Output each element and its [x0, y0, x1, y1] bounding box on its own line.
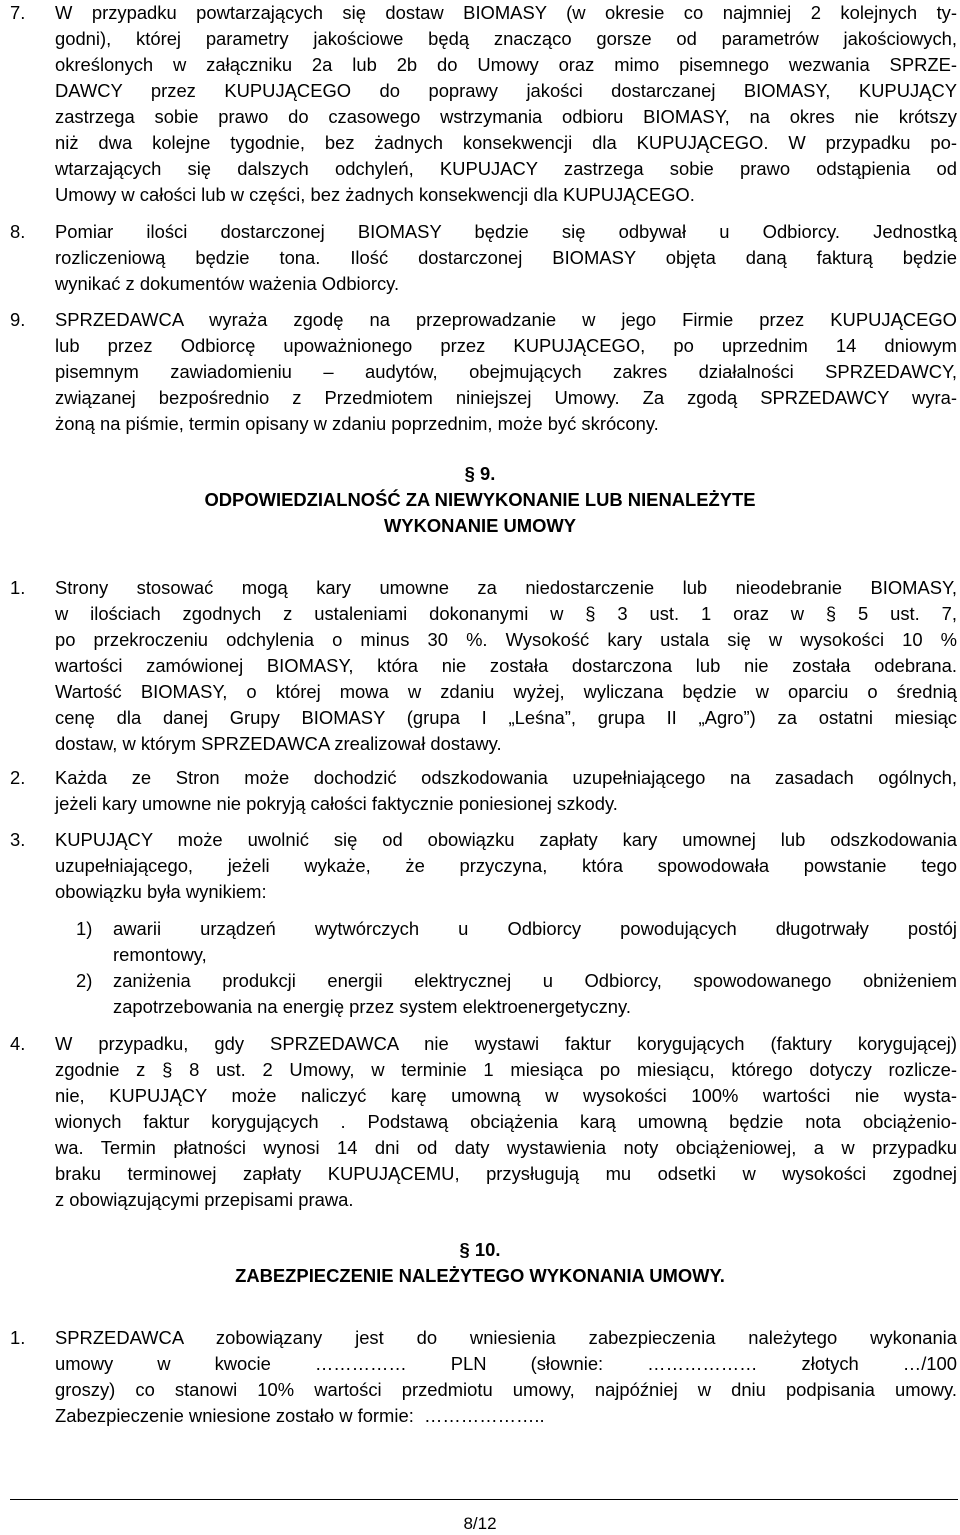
section-9-point-4-line: wa. Termin płatności wynosi 14 dni od daty wystawienia noty obciążeniowej, a w przypadku: [55, 1137, 957, 1158]
item-7-number: 7.: [10, 2, 26, 23]
item-9-line: SPRZEDAWCA wyraża zgodę na przeprowadzanie w jego Firmie przez KUPUJĄCEGO: [55, 309, 957, 330]
item-9-line: żoną na piśmie, termin opisany w zdaniu poprzednim, może być skrócony.: [55, 413, 659, 434]
section-9-point-3-line: KUPUJĄCY może uwolnić się od obowiązku zapłaty kary umownej lub odszkodowania: [55, 829, 957, 850]
subpoint-2-line: zaniżenia produkcji energii elektrycznej u Odbiorcy, spowodowanego obniżeniem: [113, 970, 957, 991]
section-9-point-1-line: po przekroczeniu odchylenia o minus 30 %. Wysokość kary ustala się w wysokości 10 %: [55, 629, 957, 650]
item-7-line: zastrzega sobie prawo do czasowego wstrzymania odbioru BIOMASY, na okres nie krótszy: [55, 106, 957, 127]
subpoint-2-number: 2): [76, 970, 93, 991]
section-9-point-1-line: dostaw, w którym SPRZEDAWCA zrealizował dostawy.: [55, 733, 502, 754]
item-9-line: lub przez Odbiorcę upoważnionego przez KUPUJĄCEGO, po uprzednim 14 dniowym: [55, 335, 957, 356]
subpoint-1-number: 1): [76, 918, 93, 939]
subpoint-1-line: remontowy,: [113, 944, 207, 965]
item-7-line: określonych w załączniku 2a lub 2b do Umowy oraz mimo pisemnego wezwania SPRZE-: [55, 54, 957, 75]
section-9-point-4-line: nie, KUPUJĄCY może naliczyć karę umowną w wysokości 100% wartości nie wysta-: [55, 1085, 957, 1106]
section-10-point-1-line: Zabezpieczenie wniesione zostało w formie: ………………..: [55, 1405, 545, 1426]
section-9-point-1-line: cenę dla danej Grupy BIOMASY (grupa I „Leśna”, grupa II „Agro”) za ostatni miesiąc: [55, 707, 957, 728]
section-10-number: § 10.: [459, 1239, 501, 1260]
footer-divider: [10, 1499, 958, 1500]
section-10-point-1-line: SPRZEDAWCA zobowiązany jest do wniesienia zabezpieczenia należytego wykonania: [55, 1327, 957, 1348]
subpoint-2-line: zapotrzebowania na energię przez system elektroenergetyczny.: [113, 996, 631, 1017]
section-9-number: § 9.: [464, 463, 496, 484]
section-9-title: WYKONANIE UMOWY: [383, 515, 577, 536]
subpoint-1-line: awarii urządzeń wytwórczych u Odbiorcy powodujących długotrwały postój: [113, 918, 957, 939]
section-9-title: ODPOWIEDZIALNOŚĆ ZA NIEWYKONANIE LUB NIENALEŻYTE: [204, 489, 756, 510]
item-9-line: pisemnym zawiadomieniu – audytów, obejmujących zakres działalności SPRZEDAWCY,: [55, 361, 957, 382]
section-10-point-1-line: umowy w kwocie …………… PLN (słownie: ……………… złotych …/100: [55, 1353, 957, 1374]
section-9-point-3-line: obowiązku była wynikiem:: [55, 881, 267, 902]
section-9-point-4-line: zgodnie z § 8 ust. 2 Umowy, w terminie 1 miesiąca po miesiącu, którego dotyczy rozlicze-: [55, 1059, 957, 1080]
item-9-number: 9.: [10, 309, 26, 330]
section-9-point-4-line: z obowiązującymi przepisami prawa.: [55, 1189, 354, 1210]
item-9-line: związanej bezpośrednio z Przedmiotem niniejszej Umowy. Za zgodą SPRZEDAWCY wyra-: [55, 387, 957, 408]
item-8-line: wynikać z dokumentów ważenia Odbiorcy.: [55, 273, 400, 294]
section-9-point-1-line: w ilościach zgodnych z ustaleniami dokonanymi w § 3 ust. 1 oraz w § 5 ust. 7,: [55, 603, 957, 624]
section-9-point-2-line: Każda ze Stron może dochodzić odszkodowania uzupełniającego na zasadach ogólnych,: [55, 767, 957, 788]
item-7-line: W przypadku powtarzających się dostaw BIOMASY (w okresie co najmniej 2 kolejnych ty-: [55, 2, 957, 23]
section-9-point-3-number: 3.: [10, 829, 26, 850]
section-9-point-3-line: uzupełniającego, jeżeli wykaże, że przyczyna, która spowodowała powstanie tego: [55, 855, 957, 876]
item-7-line: Umowy w całości lub w części, bez żadnych konsekwencji dla KUPUJĄCEGO.: [55, 184, 695, 205]
item-8-number: 8.: [10, 221, 26, 242]
item-7-line: niż dwa kolejne tygodnie, bez żadnych konsekwencji dla KUPUJĄCEGO. W przypadku po-: [55, 132, 957, 153]
section-9-point-4-number: 4.: [10, 1033, 26, 1054]
section-10-title: ZABEZPIECZENIE NALEŻYTEGO WYKONANIA UMOWY.: [235, 1265, 725, 1286]
section-9-point-1-line: Strony stosować mogą kary umowne za niedostarczenie lub nieodebranie BIOMASY,: [55, 577, 957, 598]
page-number: 8/12: [463, 1514, 497, 1533]
section-9-point-4-line: W przypadku, gdy SPRZEDAWCA nie wystawi faktur korygujących (faktury korygującej): [55, 1033, 957, 1054]
section-9-point-4-line: braku terminowej zapłaty KUPUJĄCEMU, przysługują mu odsetki w wysokości zgodnej: [55, 1163, 957, 1184]
section-9-point-2-line: jeżeli kary umowne nie pokryją całości faktycznie poniesionej szkody.: [55, 793, 618, 814]
item-7-line: wtarzających się dalszych odchyleń, KUPUJACY zastrzega sobie prawo odstąpienia od: [55, 158, 957, 179]
section-10-point-1-line: groszy) co stanowi 10% wartości przedmiotu umowy, najpóźniej w dniu podpisania umowy.: [55, 1379, 957, 1400]
section-9-point-4-line: wionych faktur korygujących . Podstawą obciążenia karą umowną będzie nota obciążenio-: [55, 1111, 957, 1132]
section-9-point-1-number: 1.: [10, 577, 26, 598]
section-9-point-1-line: Wartość BIOMASY, o której mowa w zdaniu wyżej, wyliczana będzie w oparciu o średnią: [55, 681, 957, 702]
item-8-line: rozliczeniową będzie tona. Ilość dostarczonej BIOMASY objęta daną fakturą będzie: [55, 247, 957, 268]
section-10-point-1-number: 1.: [10, 1327, 26, 1348]
item-8-line: Pomiar ilości dostarczonej BIOMASY będzie się odbywał u Odbiorcy. Jednostką: [55, 221, 957, 242]
item-7-line: godni), której parametry jakościowe będą znacząco gorsze od parametrów jakościowych,: [55, 28, 957, 49]
section-9-point-2-number: 2.: [10, 767, 26, 788]
item-7-line: DAWCY przez KUPUJĄCEGO do poprawy jakości dostarczanej BIOMASY, KUPUJĄCY: [55, 80, 957, 101]
section-9-point-1-line: wartości zamówionej BIOMASY, która nie została dostarczona lub nie została odebrana.: [55, 655, 957, 676]
